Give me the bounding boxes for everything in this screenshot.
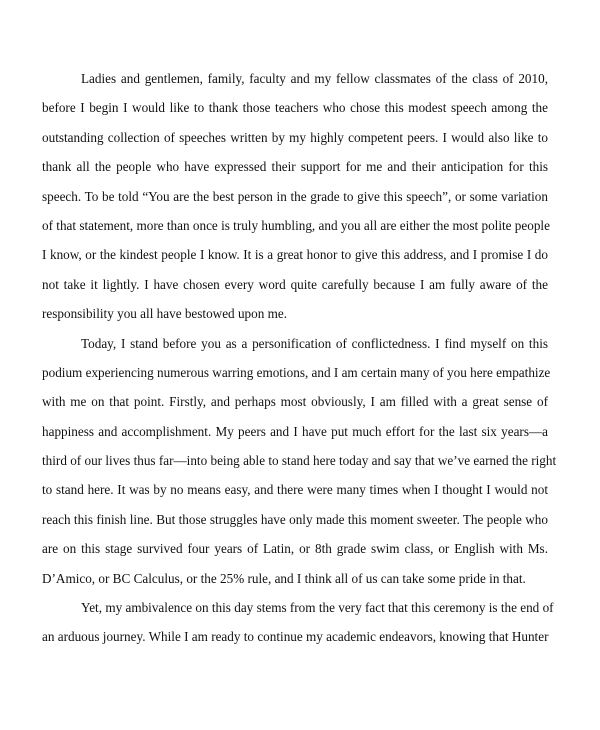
text-line: outstanding collection of speeches written by my highly competent peers. I would also like to <box>42 129 548 145</box>
text-line: an arduous journey. While I am ready to continue my academic endeavors, knowing that Hunter <box>42 629 549 645</box>
text-line: responsibility you all have bestowed upon me. <box>42 306 288 322</box>
paragraph-1 <box>42 64 548 329</box>
text-line: speech. To be told “You are the best person in the grade to give this speech”, or some variation <box>42 188 548 204</box>
text-line: thank all the people who have expressed their support for me and their anticipation for this <box>42 159 548 175</box>
speech-text <box>42 64 557 652</box>
text-line: happiness and accomplishment. My peers and I have put much effort for the last six years—a <box>42 423 548 439</box>
text-line: reach this finish line. But those struggles have only made this moment sweeter. The people who <box>42 511 548 527</box>
paragraph-3 <box>42 593 554 652</box>
text-line: I know, or the kindest people I know. It is a great honor to give this address, and I promise I do <box>42 247 548 263</box>
text-line: are on this stage survived four years of Latin, or 8th grade swim class, or English with Ms. <box>42 541 548 557</box>
text-line: Ladies and gentlemen, family, faculty and my fellow classmates of the class of 2010, <box>81 71 548 86</box>
text-line: with me on that point. Firstly, and perhaps most obviously, I am filled with a great sense of <box>42 394 548 410</box>
text-line: to stand here. It was by no means easy, and there were many times when I thought I would not <box>42 482 548 498</box>
text-line: Yet, my ambivalence on this day stems from the very fact that this ceremony is the end of <box>81 600 554 616</box>
text-line: of that statement, more than once is truly humbling, and you all are either the most polite people <box>42 217 550 233</box>
text-line: D’Amico, or BC Calculus, or the 25% rule, and I think all of us can take some pride in that. <box>42 570 526 586</box>
text-line: not take it lightly. I have chosen every word quite carefully because I am fully aware of the <box>42 276 548 292</box>
text-line: podium experiencing numerous warring emotions, and I am certain many of you here empathize <box>42 364 551 380</box>
text-line: Today, I stand before you as a personification of conflictedness. I find myself on this <box>81 335 548 351</box>
text-line: before I begin I would like to thank those teachers who chose this modest speech among the <box>42 100 548 116</box>
text-line: third of our lives thus far—into being able to stand here today and say that we’ve earned the right <box>42 453 557 469</box>
paragraph-2 <box>42 329 557 594</box>
